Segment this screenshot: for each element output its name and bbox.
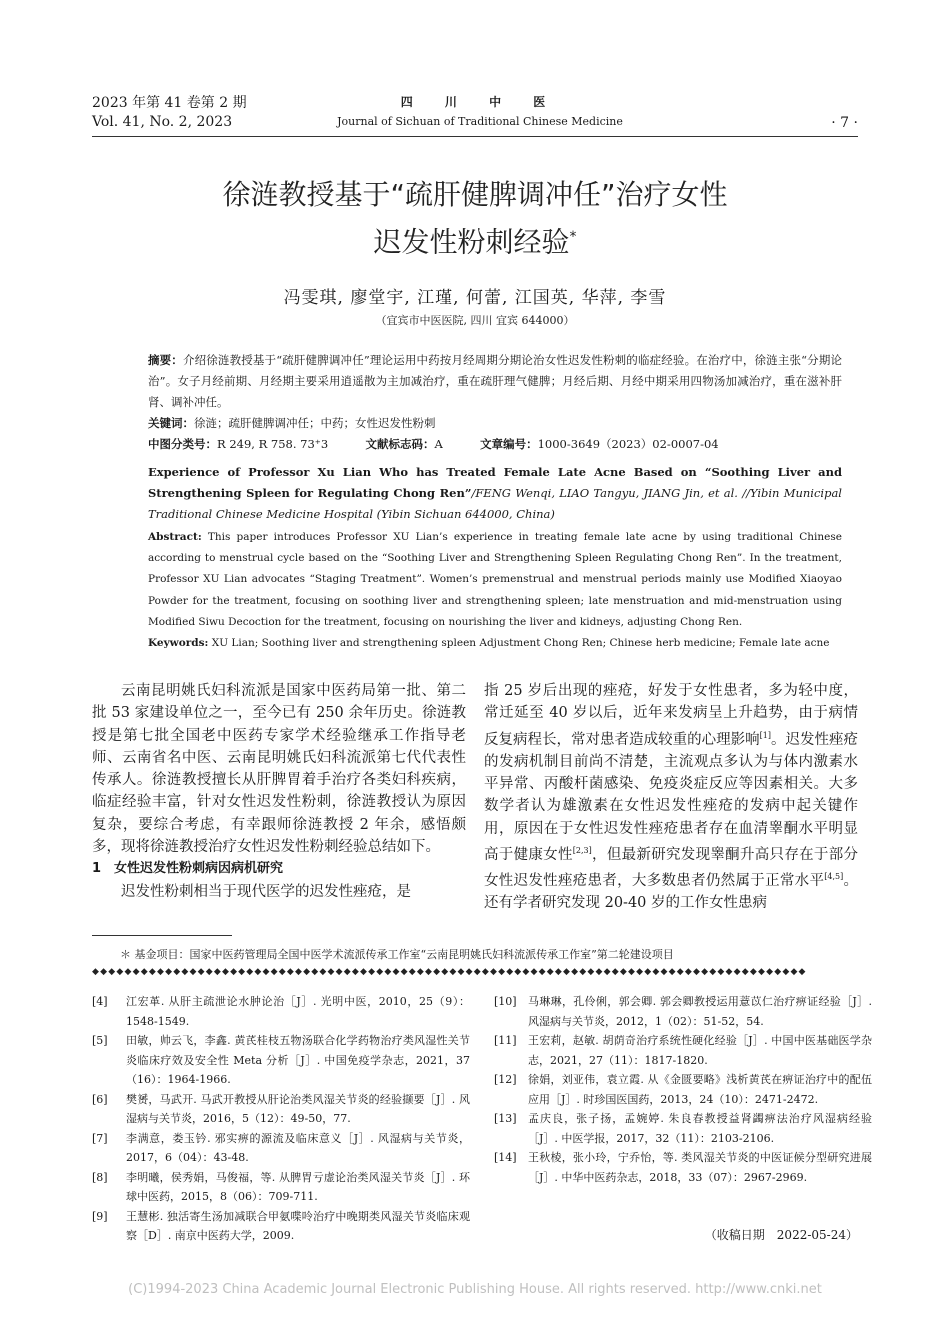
reference-text: 孟庆良，张子扬，孟婉婷. 朱良春教授益肾蠲痹法治疗风湿病经验［J］. 中医学报，2017，32（11）：2103-2106. (528, 1112, 872, 1145)
section-heading: 1 女性迟发性粉刺病因病机研究 (92, 861, 284, 877)
abstract-cn (148, 350, 842, 455)
reference-number: [14] (494, 1151, 517, 1164)
body-text: 。迟发性痤疮的发病机制目前尚不清楚，主流观点多认为与体内激素水平异常、丙酸杆菌感染、免疫炎症反应等因素相关。大多数学者认为雄激素在女性迟发性痤疮的发病中起关键作用，原因在于女性迟发性痤疮患者存在血清睾酮水平明显高于健康女性 (484, 731, 859, 863)
english-keywords-text: XU Lian; Soothing liver and strengthening spleen Adjustment Chong Ren; Chinese herb medicine; Female late acne (211, 637, 830, 650)
issue-cn: 2023 年第 41 卷第 2 期 (92, 95, 247, 111)
reference-item (494, 1070, 872, 1109)
abstract-text: 介绍徐涟教授基于“疏肝健脾调冲任”理论运用中药按月经周期分期论治女性迟发性粉刺的临症经验。在治疗中，徐涟主张“分期论治”。女子月经前期、月经期主要采用逍遥散为主加减治疗，重在疏肝理气健脾；月经后期、月经中期采用四物汤加减治疗，重在滋补肝肾、调补冲任。 (148, 353, 842, 409)
copyright-watermark: (C)1994-2023 China Academic Journal Electronic Publishing House. All rights reserved. http://www.cnki.net (128, 1282, 822, 1297)
body-left-column (92, 680, 466, 903)
reference-number: [7] (92, 1131, 108, 1145)
journal-name-cn: 四 川 中 医 (400, 95, 560, 109)
body-paragraph: 迟发性粉刺相当于现代医学的迟发性痤疮，是 (121, 883, 411, 900)
authors: 冯雯琪, 廖堂宇, 江瑾, 何蕾, 江国英, 华萍, 李雪 (283, 288, 667, 308)
reference-number: [9] (92, 1209, 108, 1223)
reference-number: [11] (494, 1034, 517, 1047)
journal-name (330, 94, 630, 130)
body-text: ，但最新研究发现睾酮升高只存在于部分女性迟发性痤疮患者，大多数患者仍然属于正常水平 (484, 846, 859, 889)
clc-value: R 249, R 758. 73⁺3 (217, 437, 329, 451)
reference-text: 王慧彬. 独活寄生汤加减联合甲氨喋呤治疗中晚期类风湿关节炎临床观察［D］. 南京中医药大学，2009. (126, 1209, 470, 1242)
body-paragraph: 云南昆明姚氏妇科流派是国家中医药局第一批、第二批 53 家建设单位之一，至今已有 250 余年历史。徐涟教授是第七批全国老中医药专家学术经验继承工作指导老师、云南省名中医、云南昆明姚氏妇科流派第七代代表性传承人。徐涟教授擅长从肝脾胃着手治疗各类妇科疾病，临症经验丰富，针对女性迟发性粉刺，徐涟教授认为原因复杂，要综合考虑，有幸跟师徐涟教授 2 年余，感悟颇多，现将徐涟教授治疗女性迟发性粉刺经验总结如下。 (92, 683, 466, 856)
keywords-text: 徐涟；疏肝健脾调冲任；中药；女性迟发性粉刺 (194, 416, 436, 430)
references-right (494, 992, 872, 1187)
reference-text: 马琳琳，孔伶俐，郭会卿. 郭会卿教授运用薏苡仁治疗痹证经验［J］. 风湿病与关节炎，2012，1（02）：51-52，54. (528, 995, 872, 1028)
english-abstract (148, 527, 842, 654)
reference-item (92, 1031, 470, 1090)
article-title (92, 174, 858, 263)
affiliation: （宜宾市中医医院, 四川 宜宾 644000） (375, 314, 575, 327)
reference-number: [13] (494, 1112, 517, 1125)
doc-code-label: 文献标志码： (365, 437, 435, 451)
page-number: · 7 · (831, 115, 858, 131)
footnote-rule (92, 935, 232, 936)
reference-text: 李明曦，侯秀娟，马俊福，等. 从脾胃亏虚论治类风湿关节炎［J］. 环球中医药，2015，8（06）：709-711. (126, 1170, 470, 1203)
reference-text: 王秋棱，张小玲，宁乔怡，等. 类风湿关节炎的中医证候分型研究进展［J］. 中华中医药杂志，2018，33（07）：2967-2969. (528, 1151, 872, 1184)
article-no-label: 文章编号： (480, 437, 538, 451)
title-footnote-mark: * (569, 229, 577, 245)
citation-mark: [2,3] (572, 845, 592, 855)
reference-number: [4] (92, 995, 108, 1008)
english-title: Experience of Professor Xu Lian Who has Treated Female Late Acne Based on “Soothing Liver and Strengthening Spleen for Regulating Chong Ren” (148, 465, 842, 500)
reference-number: [10] (494, 995, 517, 1008)
body-text: 指 25 岁后出现的痤疮，好发于女性患者，多为轻中度，常迁延至 40 岁以后，近年来发病呈上升趋势，由于病情反复病程长，常对患者造成较重的心理影响 (484, 683, 858, 748)
doc-code-value: A (434, 437, 443, 451)
fund-note: ＊ 基金项目：国家中医药管理局全国中医学术流派传承工作室“云南昆明姚氏妇科流派传承工作室”第二轮建设项目 (120, 948, 674, 961)
reference-item (494, 1109, 872, 1148)
english-authors-affiliation: /FENG Wenqi, LIAO Tangyu, JIANG Jin, et al. //Yibin Municipal Traditional Chinese Medicine Hospital (Yibin Sichuan 644000, China) (148, 486, 842, 521)
citation-mark: [4,5] (824, 872, 844, 882)
article-no-value: 1000-3649（2023）02-0007-04 (537, 437, 719, 451)
dotted-separator: ◆◆◆◆◆◆◆◆◆◆◆◆◆◆◆◆◆◆◆◆◆◆◆◆◆◆◆◆◆◆◆◆◆◆◆◆◆◆◆◆◆◆◆◆◆◆◆◆◆◆◆◆◆◆◆◆◆◆◆◆◆◆◆◆◆◆◆◆◆◆◆◆◆◆◆◆◆◆◆◆◆◆◆◆◆◆◆◆ (92, 967, 807, 977)
abstract-label: 摘要： (148, 353, 183, 367)
reference-text: 徐娟，刘亚伟，袁立霞. 从《金匮要略》浅析黄芪在痹证治疗中的配伍应用［J］. 时珍国医国药，2013，24（10）：2471-2472. (528, 1073, 872, 1106)
reference-text: 王宏莉，赵敏. 胡荫奇治疗系统性硬化经验［J］. 中国中医基础医学杂志，2021，27（11）：1817-1820. (528, 1034, 872, 1067)
reference-item (92, 1207, 470, 1246)
keywords-label: 关键词： (148, 416, 194, 430)
journal-name-en: Journal of Sichuan of Traditional Chinese Medicine (337, 115, 623, 128)
reference-text: 江宏革. 从肝主疏泄论水肿论治［J］. 光明中医，2010，25（9）：1548-1549. (126, 995, 470, 1028)
reference-number: [12] (494, 1073, 517, 1086)
reference-number: [5] (92, 1034, 108, 1047)
english-title-block (148, 462, 842, 525)
title-line-2: 迟发性粉刺经验 (373, 225, 570, 259)
reference-number: [8] (92, 1170, 108, 1184)
received-date: （收稿日期 2022-05-24） (704, 1228, 858, 1242)
english-keywords-label: Keywords: (148, 637, 209, 650)
reference-item (494, 1031, 872, 1070)
clc-label: 中图分类号： (148, 437, 217, 451)
reference-item (92, 1090, 470, 1129)
reference-item (494, 1148, 872, 1187)
header-rule (92, 136, 858, 137)
body-text: 。还有学者研究发现 20-40 岁的工作女性患病 (484, 872, 859, 912)
reference-item (92, 1168, 470, 1207)
english-abstract-text: This paper introduces Professor XU Lian’s experience in treating female late acne by using traditional Chinese according to menstrual cycle based on the “Soothing Liver and Strengthening Spleen Regulating Chong Ren”. In the treatment, Professor XU Lian advocates “Staging Treatment”. Women’s premenstrual and menstrual periods mainly use Modified Xiaoyao Powder for the treatment, focusing on soothing liver and strengthening spleen; late menstruation and mid-menstruation using Modified Siwu Decoction for the treatment, focusing on nourishing the liver and kidneys, adjusting Chong Ren. (148, 531, 842, 628)
issue-info (92, 94, 247, 132)
issue-en: Vol. 41, No. 2, 2023 (92, 114, 233, 130)
reference-item (92, 992, 470, 1031)
reference-text: 田敏，帅云飞，李鑫. 黄芪桂枝五物汤联合化学药物治疗类风湿性关节炎临床疗效及安全性 Meta 分析［J］. 中国免疫学杂志，2021，37（16）：1964-1966. (126, 1034, 470, 1086)
reference-text: 李满意，娄玉钤. 邪实痹的源流及临床意义［J］. 风湿病与关节炎，2017，6（04）：43-48. (126, 1131, 470, 1164)
title-line-1: 徐涟教授基于“疏肝健脾调冲任”治疗女性 (222, 178, 728, 211)
body-right-column (484, 680, 858, 914)
english-abstract-label: Abstract: (148, 531, 202, 543)
reference-item (494, 992, 872, 1031)
references-left (92, 992, 470, 1246)
reference-item (92, 1129, 470, 1168)
reference-number: [6] (92, 1092, 108, 1106)
reference-text: 樊赟，马武开. 马武开教授从肝论治类风湿关节炎的经验撷要［J］. 风湿病与关节炎，2016，5（12）：49-50，77. (126, 1092, 470, 1125)
citation-mark: [1] (759, 730, 771, 740)
